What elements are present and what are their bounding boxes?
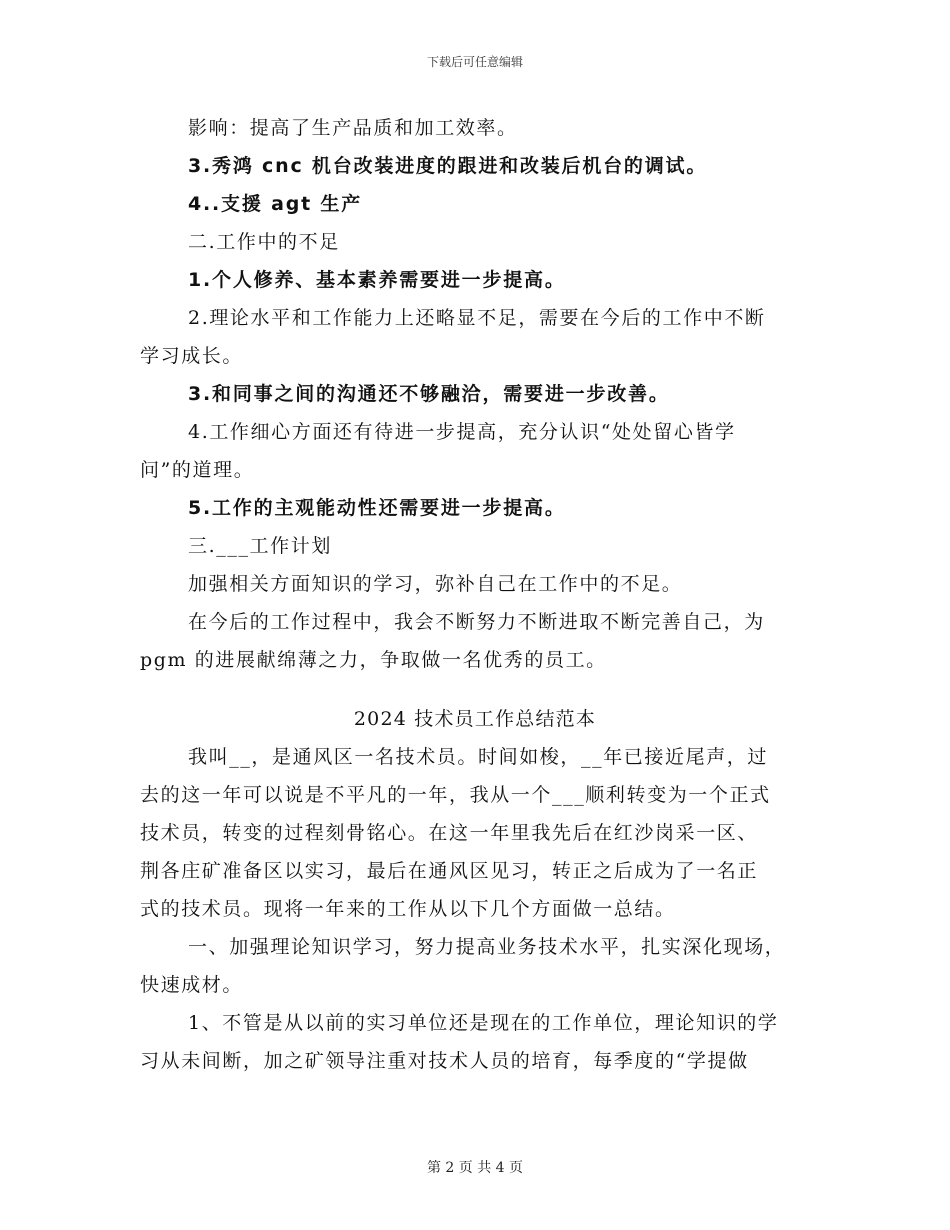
paragraph-line: 快速成材。 [140, 974, 244, 996]
section-heading: 三.___工作计划 [188, 535, 332, 557]
paragraph-line: 在今后的工作过程中，我会不断努力不断进取不断完善自己，为 [188, 611, 765, 633]
paragraph-line: pgm 的进展献绵薄之力，争取做一名优秀的员工。 [140, 649, 607, 671]
heading-line: 3.秀鸿 cnc 机台改装进度的跟进和改装后机台的调试。 [188, 155, 708, 177]
section-heading: 二.工作中的不足 [188, 231, 340, 253]
paragraph-line: 2.理论水平和工作能力上还略显不足，需要在今后的工作中不断 [188, 307, 766, 329]
paragraph-line: 1、不管是从以前的实习单位还是现在的工作单位，理论知识的学 [188, 1012, 779, 1034]
paragraph-line: 式的技术员。现将一年来的工作从以下几个方面做一总结。 [140, 898, 676, 920]
paragraph-line: 习从未间断，加之矿领导注重对技术人员的培育，每季度的“学提做 [140, 1050, 749, 1072]
page-header: 下载后可任意编辑 [426, 55, 523, 69]
heading-line: 4..支援 agt 生产 [188, 193, 362, 215]
heading-line: 1.个人修养、基本素养需要进一步提高。 [188, 269, 566, 291]
paragraph-line: 我叫__，是通风区一名技术员。时间如梭，__年已接近尾声，过 [188, 746, 769, 768]
heading-line: 5.工作的主观能动性还需要进一步提高。 [188, 497, 566, 519]
paragraph-line: 去的这一年可以说是不平凡的一年，我从一个___顺利转变为一个正式 [140, 784, 771, 806]
paragraph-line: 学习成长。 [140, 345, 244, 367]
heading-line: 3.和同事之间的沟通还不够融洽，需要进一步改善。 [188, 383, 670, 405]
paragraph-line: 技术员，转变的过程刻骨铭心。在这一年里我先后在红沙岗采一区、 [140, 822, 759, 844]
paragraph-line: 4.工作细心方面还有待进一步提高，充分认识“处处留心皆学 [188, 421, 736, 443]
paragraph-line: 影响：提高了生产品质和加工效率。 [188, 117, 518, 139]
paragraph-line: 问”的道理。 [140, 459, 255, 481]
paragraph-line: 荆各庄矿准备区以实习，最后在通风区见习，转正之后成为了一名正 [140, 860, 759, 882]
paragraph-line: 加强相关方面知识的学习，弥补自己在工作中的不足。 [188, 573, 683, 595]
page-footer: 第 2 页 共 4 页 [426, 1160, 524, 1176]
document-title: 2024 技术员工作总结范本 [353, 708, 597, 730]
paragraph-line: 一、加强理论知识学习，努力提高业务技术水平，扎实深化现场， [188, 936, 786, 958]
